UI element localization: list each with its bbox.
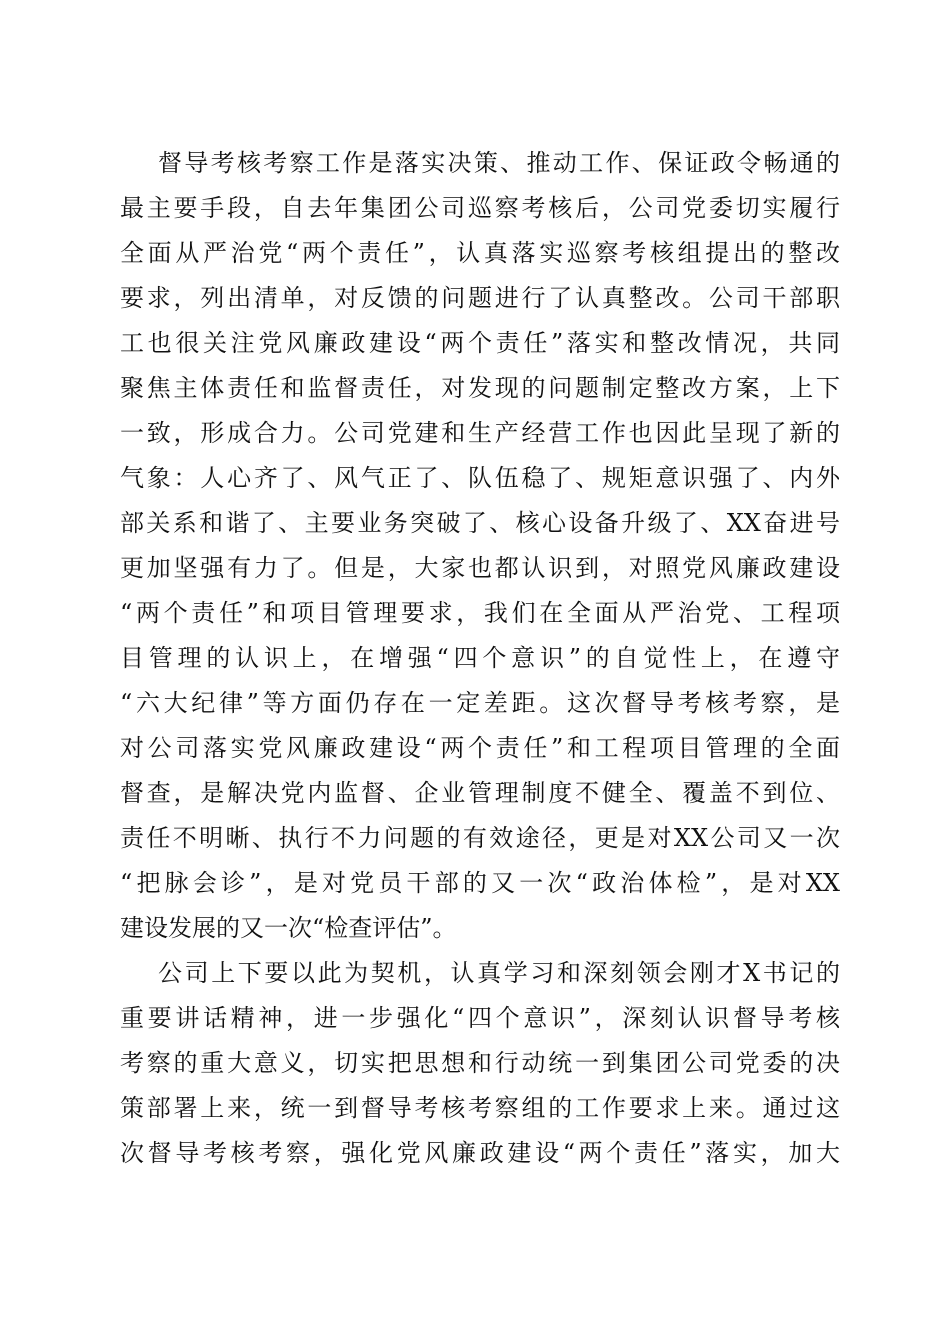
- text-line: 一致，形成合力。公司党建和生产经营工作也因此呈现了新的: [120, 419, 840, 447]
- text-line: 气象：人心齐了、风气正了、队伍稳了、规矩意识强了、内外: [120, 464, 840, 492]
- text-line: 部关系和谐了、主要业务突破了、核心设备升级了、XX奋进号: [120, 509, 840, 537]
- text-line: 要求，列出清单，对反馈的问题进行了认真整改。公司干部职: [120, 284, 840, 312]
- text-line: “把脉会诊”，是对党员干部的又一次“政治体检”，是对XX: [120, 869, 840, 897]
- paragraph-1: [120, 141, 840, 951]
- paragraph-2: [120, 951, 840, 1176]
- text-line: 公司上下要以此为契机，认真学习和深刻领会刚才X书记的: [158, 959, 840, 987]
- text-line: 更加坚强有力了。但是，大家也都认识到，对照党风廉政建设: [120, 554, 840, 582]
- text-line: 督查，是解决党内监督、企业管理制度不健全、覆盖不到位、: [120, 779, 840, 807]
- text-line: 目管理的认识上，在增强“四个意识”的自觉性上，在遵守: [120, 644, 840, 672]
- text-line: 督导考核考察工作是落实决策、推动工作、保证政令畅通的: [158, 149, 840, 177]
- text-line: 最主要手段，自去年集团公司巡察考核后，公司党委切实履行: [120, 194, 840, 222]
- text-line: 策部署上来，统一到督导考核考察组的工作要求上来。通过这: [120, 1094, 840, 1122]
- text-line: 次督导考核考察，强化党风廉政建设“两个责任”落实，加大: [120, 1139, 840, 1167]
- text-line: 工也很关注党风廉政建设“两个责任”落实和整改情况，共同: [120, 329, 840, 357]
- text-line: 责任不明晰、执行不力问题的有效途径，更是对XX公司又一次: [120, 824, 840, 852]
- text-line: “六大纪律”等方面仍存在一定差距。这次督导考核考察，是: [120, 689, 840, 717]
- text-line: 全面从严治党“两个责任”，认真落实巡察考核组提出的整改: [120, 239, 840, 267]
- text-line: 对公司落实党风廉政建设“两个责任”和工程项目管理的全面: [120, 734, 840, 762]
- text-line: 建设发展的又一次“检查评估”。: [120, 914, 457, 942]
- text-line: 考察的重大意义，切实把思想和行动统一到集团公司党委的决: [120, 1049, 840, 1077]
- document-body: [120, 141, 840, 1176]
- text-line: 聚焦主体责任和监督责任，对发现的问题制定整改方案，上下: [120, 374, 840, 402]
- text-line: “两个责任”和项目管理要求，我们在全面从严治党、工程项: [120, 599, 840, 627]
- text-line: 重要讲话精神，进一步强化“四个意识”，深刻认识督导考核: [120, 1004, 840, 1032]
